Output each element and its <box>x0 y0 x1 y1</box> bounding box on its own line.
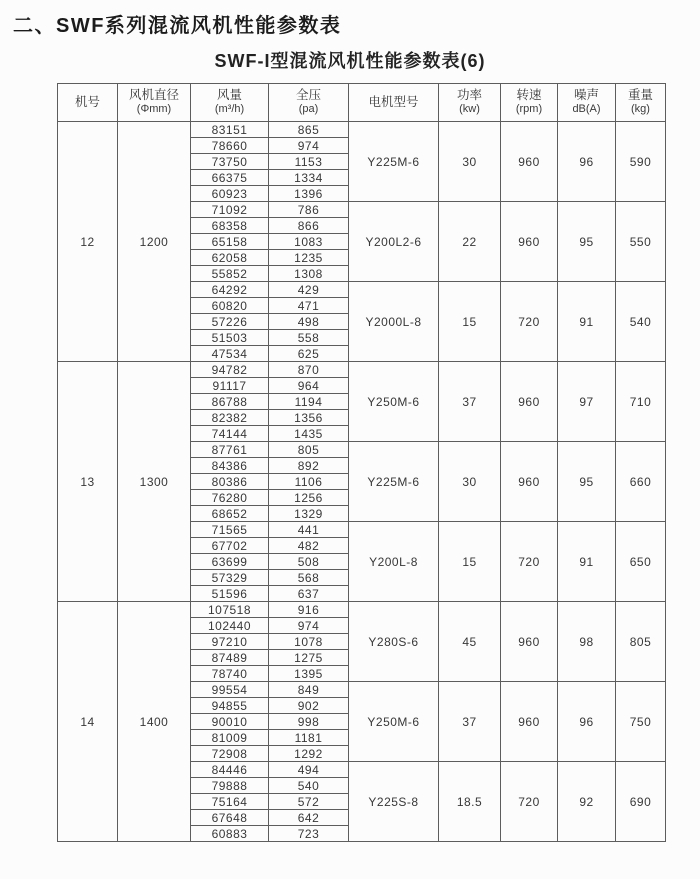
cell-air-flow: 107518 <box>191 602 269 618</box>
cell-total-pressure: 625 <box>269 346 349 362</box>
cell-air-flow: 74144 <box>191 426 269 442</box>
cell-air-flow: 87489 <box>191 650 269 666</box>
cell-total-pressure: 1396 <box>269 186 349 202</box>
cell-weight: 550 <box>616 202 666 282</box>
cell-power: 37 <box>439 682 501 762</box>
column-header <box>269 84 349 122</box>
cell-noise: 95 <box>558 442 616 522</box>
cell-total-pressure: 786 <box>269 202 349 218</box>
cell-air-flow: 76280 <box>191 490 269 506</box>
cell-total-pressure: 866 <box>269 218 349 234</box>
column-header-unit: dB(A) <box>572 103 601 116</box>
page-title: 二、SWF系列混流风机性能参数表 <box>13 15 342 37</box>
column-header-label: 全压 <box>295 88 321 103</box>
cell-air-flow: 99554 <box>191 682 269 698</box>
cell-speed: 960 <box>501 362 558 442</box>
cell-total-pressure: 1395 <box>269 666 349 682</box>
column-header-unit: (m³/h) <box>214 103 245 116</box>
cell-total-pressure: 1256 <box>269 490 349 506</box>
column-header <box>439 84 501 122</box>
cell-air-flow: 47534 <box>191 346 269 362</box>
cell-air-flow: 68358 <box>191 218 269 234</box>
header-row <box>58 84 666 122</box>
cell-total-pressure: 1235 <box>269 250 349 266</box>
cell-air-flow: 63699 <box>191 554 269 570</box>
column-header-label: 重量 <box>627 88 653 103</box>
cell-total-pressure: 998 <box>269 714 349 730</box>
column-header-label: 噪声 <box>573 88 599 103</box>
cell-total-pressure: 1292 <box>269 746 349 762</box>
cell-air-flow: 72908 <box>191 746 269 762</box>
cell-air-flow: 81009 <box>191 730 269 746</box>
cell-motor-model: Y250M-6 <box>349 682 439 762</box>
column-header-unit: (rpm) <box>515 103 543 116</box>
cell-motor-model: Y280S-6 <box>349 602 439 682</box>
cell-total-pressure: 1106 <box>269 474 349 490</box>
cell-air-flow: 71565 <box>191 522 269 538</box>
cell-total-pressure: 1308 <box>269 266 349 282</box>
cell-air-flow: 79888 <box>191 778 269 794</box>
cell-power: 37 <box>439 362 501 442</box>
cell-air-flow: 67702 <box>191 538 269 554</box>
cell-speed: 960 <box>501 202 558 282</box>
cell-noise: 96 <box>558 122 616 202</box>
cell-total-pressure: 494 <box>269 762 349 778</box>
cell-total-pressure: 471 <box>269 298 349 314</box>
cell-air-flow: 65158 <box>191 234 269 250</box>
cell-noise: 95 <box>558 202 616 282</box>
cell-air-flow: 94782 <box>191 362 269 378</box>
cell-air-flow: 78660 <box>191 138 269 154</box>
column-header <box>349 84 439 122</box>
cell-air-flow: 86788 <box>191 394 269 410</box>
cell-air-flow: 87761 <box>191 442 269 458</box>
column-header <box>118 84 191 122</box>
cell-total-pressure: 1181 <box>269 730 349 746</box>
cell-noise: 92 <box>558 762 616 842</box>
cell-speed: 720 <box>501 282 558 362</box>
cell-motor-model: Y225M-6 <box>349 122 439 202</box>
cell-power: 18.5 <box>439 762 501 842</box>
cell-speed: 720 <box>501 522 558 602</box>
column-header-unit: (pa) <box>298 103 319 116</box>
cell-weight: 590 <box>616 122 666 202</box>
column-header-unit: (kg) <box>631 103 650 116</box>
cell-motor-model: Y200L-8 <box>349 522 439 602</box>
cell-power: 15 <box>439 522 501 602</box>
table-body <box>58 122 666 842</box>
cell-speed: 960 <box>501 682 558 762</box>
table-header <box>58 84 666 122</box>
cell-total-pressure: 1334 <box>269 170 349 186</box>
cell-air-flow: 82382 <box>191 410 269 426</box>
cell-total-pressure: 916 <box>269 602 349 618</box>
column-header <box>558 84 616 122</box>
cell-speed: 960 <box>501 442 558 522</box>
cell-total-pressure: 1078 <box>269 634 349 650</box>
cell-total-pressure: 558 <box>269 330 349 346</box>
cell-air-flow: 71092 <box>191 202 269 218</box>
column-header <box>616 84 666 122</box>
column-header-label: 功率 <box>456 88 482 103</box>
cell-total-pressure: 482 <box>269 538 349 554</box>
cell-air-flow: 80386 <box>191 474 269 490</box>
table-caption: SWF-I型混流风机性能参数表(6) <box>214 51 486 71</box>
cell-total-pressure: 1083 <box>269 234 349 250</box>
cell-air-flow: 94855 <box>191 698 269 714</box>
cell-motor-model: Y2000L-8 <box>349 282 439 362</box>
cell-total-pressure: 508 <box>269 554 349 570</box>
cell-air-flow: 62058 <box>191 250 269 266</box>
cell-motor-model: Y250M-6 <box>349 362 439 442</box>
cell-air-flow: 83151 <box>191 122 269 138</box>
cell-air-flow: 66375 <box>191 170 269 186</box>
cell-power: 30 <box>439 442 501 522</box>
cell-total-pressure: 568 <box>269 570 349 586</box>
column-header-label: 转速 <box>516 88 542 103</box>
cell-total-pressure: 572 <box>269 794 349 810</box>
cell-speed: 720 <box>501 762 558 842</box>
cell-weight: 750 <box>616 682 666 762</box>
fan-performance-table <box>57 83 666 842</box>
cell-total-pressure: 974 <box>269 138 349 154</box>
cell-noise: 97 <box>558 362 616 442</box>
column-header-label: 风量 <box>216 88 242 103</box>
cell-diameter: 1400 <box>118 602 191 842</box>
cell-air-flow: 60820 <box>191 298 269 314</box>
cell-total-pressure: 849 <box>269 682 349 698</box>
cell-total-pressure: 441 <box>269 522 349 538</box>
cell-weight: 690 <box>616 762 666 842</box>
cell-total-pressure: 1153 <box>269 154 349 170</box>
cell-air-flow: 60923 <box>191 186 269 202</box>
cell-noise: 98 <box>558 602 616 682</box>
cell-total-pressure: 540 <box>269 778 349 794</box>
cell-diameter: 1300 <box>118 362 191 602</box>
cell-power: 15 <box>439 282 501 362</box>
column-header-unit: (kw) <box>459 103 480 116</box>
cell-model-no: 13 <box>58 362 118 602</box>
cell-power: 45 <box>439 602 501 682</box>
cell-total-pressure: 498 <box>269 314 349 330</box>
cell-total-pressure: 1194 <box>269 394 349 410</box>
cell-total-pressure: 429 <box>269 282 349 298</box>
cell-total-pressure: 1435 <box>269 426 349 442</box>
cell-air-flow: 68652 <box>191 506 269 522</box>
cell-model-no: 14 <box>58 602 118 842</box>
cell-weight: 650 <box>616 522 666 602</box>
cell-air-flow: 55852 <box>191 266 269 282</box>
cell-power: 30 <box>439 122 501 202</box>
cell-air-flow: 90010 <box>191 714 269 730</box>
cell-air-flow: 73750 <box>191 154 269 170</box>
cell-air-flow: 84386 <box>191 458 269 474</box>
cell-weight: 540 <box>616 282 666 362</box>
cell-weight: 660 <box>616 442 666 522</box>
cell-air-flow: 60883 <box>191 826 269 842</box>
cell-total-pressure: 637 <box>269 586 349 602</box>
cell-air-flow: 51596 <box>191 586 269 602</box>
cell-total-pressure: 642 <box>269 810 349 826</box>
column-header <box>58 84 118 122</box>
cell-air-flow: 51503 <box>191 330 269 346</box>
cell-speed: 960 <box>501 122 558 202</box>
cell-air-flow: 78740 <box>191 666 269 682</box>
cell-model-no: 12 <box>58 122 118 362</box>
cell-total-pressure: 1329 <box>269 506 349 522</box>
cell-weight: 710 <box>616 362 666 442</box>
cell-total-pressure: 974 <box>269 618 349 634</box>
cell-motor-model: Y225S-8 <box>349 762 439 842</box>
cell-weight: 805 <box>616 602 666 682</box>
cell-total-pressure: 865 <box>269 122 349 138</box>
cell-total-pressure: 723 <box>269 826 349 842</box>
cell-total-pressure: 870 <box>269 362 349 378</box>
cell-noise: 96 <box>558 682 616 762</box>
cell-air-flow: 64292 <box>191 282 269 298</box>
table-row <box>58 602 666 618</box>
cell-noise: 91 <box>558 522 616 602</box>
cell-total-pressure: 902 <box>269 698 349 714</box>
column-header <box>501 84 558 122</box>
cell-total-pressure: 892 <box>269 458 349 474</box>
cell-air-flow: 75164 <box>191 794 269 810</box>
column-header-label: 电机型号 <box>368 95 419 109</box>
cell-air-flow: 91117 <box>191 378 269 394</box>
cell-total-pressure: 1275 <box>269 650 349 666</box>
cell-diameter: 1200 <box>118 122 191 362</box>
column-header-unit: (Φmm) <box>136 103 172 116</box>
cell-power: 22 <box>439 202 501 282</box>
table-row <box>58 362 666 378</box>
column-header <box>191 84 269 122</box>
cell-noise: 91 <box>558 282 616 362</box>
table-row <box>58 122 666 138</box>
cell-air-flow: 67648 <box>191 810 269 826</box>
cell-air-flow: 84446 <box>191 762 269 778</box>
cell-total-pressure: 964 <box>269 378 349 394</box>
column-header-label: 机号 <box>74 95 100 109</box>
cell-motor-model: Y200L2-6 <box>349 202 439 282</box>
cell-air-flow: 57226 <box>191 314 269 330</box>
cell-air-flow: 97210 <box>191 634 269 650</box>
cell-speed: 960 <box>501 602 558 682</box>
cell-air-flow: 102440 <box>191 618 269 634</box>
column-header-label: 风机直径 <box>128 88 179 103</box>
cell-air-flow: 57329 <box>191 570 269 586</box>
cell-motor-model: Y225M-6 <box>349 442 439 522</box>
cell-total-pressure: 1356 <box>269 410 349 426</box>
cell-total-pressure: 805 <box>269 442 349 458</box>
